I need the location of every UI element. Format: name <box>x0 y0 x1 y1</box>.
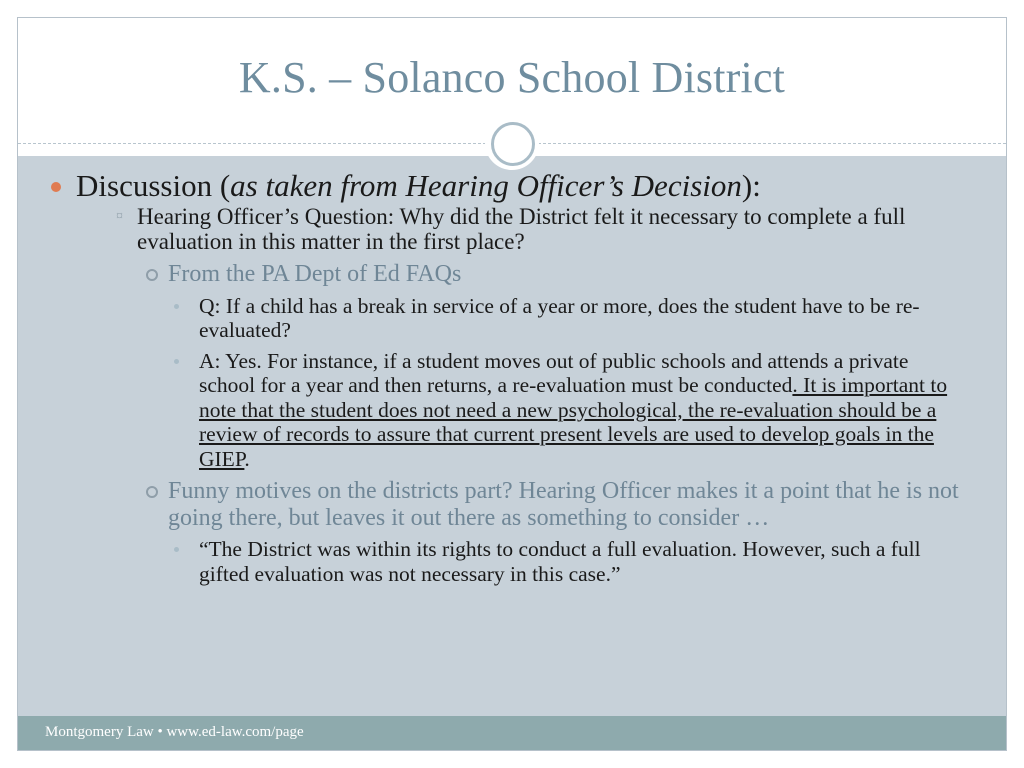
small-dot-bullet-icon <box>174 359 179 364</box>
orange-dot-bullet-icon <box>51 182 61 192</box>
discussion-italic: as taken from Hearing Officer’s Decision <box>230 168 742 203</box>
question-text: Hearing Officer’s Question: Why did the District felt it necessary to complete a full evaluation in this matter in the first place? <box>137 204 906 254</box>
ring-ornament-icon <box>491 122 535 166</box>
small-dot-bullet-icon <box>174 547 179 552</box>
faq-heading-text: From the PA Dept of Ed FAQs <box>168 261 462 287</box>
bullet-motives-heading <box>18 478 1006 531</box>
bullet-question <box>18 204 1006 254</box>
motives-quote-text: “The District was within its rights to conduct a full evaluation. However, such a full gifted evaluation was not necessary in this case.” <box>199 537 921 586</box>
footer-text: Montgomery Law • www.ed-law.com/page <box>45 724 304 740</box>
bullet-faq-answer <box>18 349 1006 472</box>
ring-bullet-icon <box>146 269 158 281</box>
faq-question-text: Q: If a child has a break in service of a year or more, does the student have to be re- evaluated? <box>199 293 920 342</box>
small-dot-bullet-icon <box>174 304 179 309</box>
bullet-faq-question <box>18 294 1006 343</box>
bullet-discussion <box>18 168 1006 204</box>
discussion-prefix: Discussion ( <box>76 168 231 203</box>
slide <box>17 17 1007 751</box>
discussion-suffix: ): <box>741 168 761 203</box>
slide-title: K.S. – Solanco School District <box>238 53 786 102</box>
ring-bullet-icon <box>146 486 158 498</box>
faq-answer-end: . <box>244 446 250 471</box>
star-bullet-icon: ¤ <box>116 209 123 224</box>
bullet-motives-quote <box>18 537 1006 586</box>
footer-bar <box>18 716 1006 750</box>
motives-heading-text: Funny motives on the districts part? Hearing Officer makes it a point that he is not going there, but leaves it out there as something to consider … <box>168 478 959 531</box>
bullet-faq-heading <box>18 261 1006 288</box>
faq-answer-underlined: . It is important to note that the student does not need a new psychological, the re-evaluation should be a review of records to assure that current present levels are used to develop goals in the GIEP <box>199 373 948 471</box>
faq-answer-plain: A: Yes. For instance, if a student moves out of public schools and attends a private school for a year and then returns, a re-evaluation must be conducted <box>199 348 909 397</box>
slide-content <box>18 168 1006 586</box>
